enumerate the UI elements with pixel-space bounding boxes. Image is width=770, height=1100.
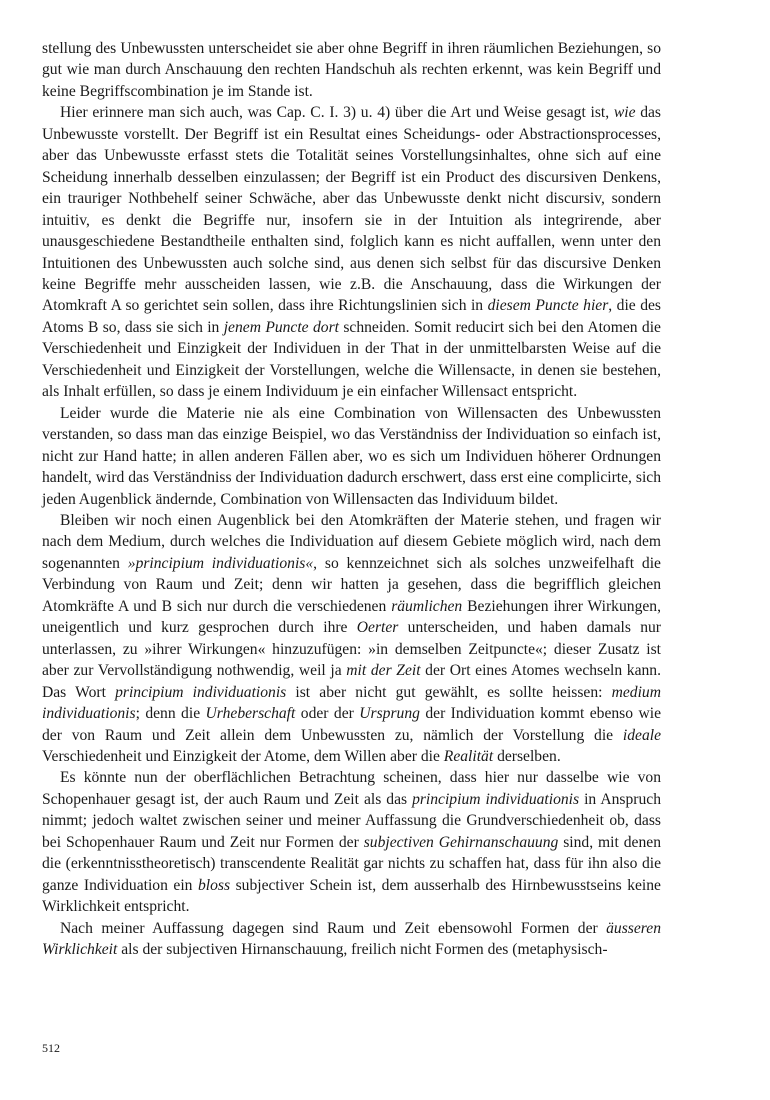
italic-run: mit der Zeit xyxy=(346,662,421,680)
paragraph xyxy=(42,403,661,510)
text-run: Verschiedenheit und Einzigkeit der Atome, dem Willen aber die xyxy=(42,747,444,765)
text-run: subjectiver Schein ist, dem ausserhalb des Hirnbewusstseins keine Wirklichkeit entspricht. xyxy=(42,876,661,916)
italic-run: ideale xyxy=(622,726,661,744)
text-run: Bleiben wir noch einen Augenblick bei den Atomkräften der Materie stehen, und fragen wir nach dem Medium, durch welches die Individuation auf diesem Gebiete möglich wird, nach dem sogenannten xyxy=(42,511,661,572)
text-run: derselben. xyxy=(493,747,561,765)
text-run: der Ort eines Atomes wechseln kann. Das Wort xyxy=(42,662,662,701)
italic-run: subjectiven Gehirnanschauung xyxy=(363,833,559,851)
text-run: Nach meiner Auffassung dagegen sind Raum und Zeit ebensowohl Formen der xyxy=(60,919,607,937)
paragraph xyxy=(42,767,661,917)
text-run: schneiden. Somit reducirt sich bei den Atomen die Verschiedenheit und Einzigkeit der Individuen in der That in der unmittelbarsten Weise auf die Verschiedenheit und Einzigkeit der Vorstellungen, welche die Willensacte, in denen sie bestehen, als Inhalt erfüllen, so dass je einem Individuum je ein einfacher Willensact entspricht. xyxy=(42,318,661,401)
text-run: der Individuation kommt ebenso wie der von Raum und Zeit allein dem Unbewussten zu, nämlich der Vorstellung die xyxy=(42,705,661,744)
italic-run: wie xyxy=(613,104,636,122)
text-run: Es könnte nun der oberflächlichen Betrachtung scheinen, dass hier nur dasselbe wie von Schopenhauer gesagt ist, der auch Raum und Zeit als das xyxy=(42,769,661,808)
text-run: Beziehungen ihrer Wirkungen, uneigentlich und kurz gesprochen durch ihre xyxy=(42,597,661,637)
italic-run: medium individuationis xyxy=(42,683,661,723)
text-run: sind, mit denen die (erkenntnisstheoretisch) transcendente Realität gar nichts zu schaffen hat, dass für ihn also die ganze Individuation ein xyxy=(42,833,661,894)
italic-run: jenem Puncte dort xyxy=(223,318,339,336)
text-run: als der subjectiven Hirnanschauung, freilich nicht Formen des (metaphysisch- xyxy=(117,941,608,959)
italic-run: principium individuationis xyxy=(412,790,580,808)
page-number: 512 xyxy=(42,1041,60,1055)
italic-run: Realität xyxy=(443,747,494,765)
text-run: das Unbewusste vorstellt. Der Begriff ist ein Resultat eines Scheidungs- oder Abstractionsprocesses, aber das Unbewusste erfasst stets die Totalität seines Vorstellungsinhaltes, ohne sich auf eine Scheidung innerhalb desselben einzulassen; der Begriff ist ein Product des discursiven Denkens, ein trauriger Nothbehelf seiner Schwäche, aber das Unbewusste denkt nicht discursiv, sondern intuitiv, es denkt die Begriffe nur, insofern sie in der Intuition als integrirende, aber unausgeschiedene Bestandtheile enthalten sind, folglich kann es nicht auffallen, wenn unter den Intuitionen des Unbewussten auch solche sind, aus denen sich selbst für das discursive Denken keine Begriffe mehr ausscheiden lassen, wie z.B. die Anschauung, dass die Wirkungen der Atomkraft A so gerichtet sein sollen, dass ihre Richtungslinien sich in xyxy=(42,104,661,315)
paragraph xyxy=(42,102,661,402)
text-run: unterscheiden, und haben damals nur unterlassen, zu »ihrer Wirkungen« hinzuzufügen: »in demselben Zeitpuncte«; dieser Zusatz ist aber zur Vervollständigung nothwendig, weil ja xyxy=(42,619,661,680)
text-run: , so kennzeichnet sich als solches unzweifelhaft die Verbindung von Raum und Zeit; denn wir hatten ja gesehen, dass die begrifflich gleichen Atomkräfte A und B sich nur durch die verschiedenen xyxy=(42,554,661,615)
italic-run: Ursprung xyxy=(359,705,420,723)
italic-run: diesem Puncte hier xyxy=(487,297,609,315)
text-run: in Anspruch nimmt; jedoch waltet zwischen seiner und meiner Auffassung die Grundverschiedenheit ob, dass bei Schopenhauer Raum und Zeit nur Formen der xyxy=(42,790,661,851)
text-run: , die des Atoms B so, dass sie sich in xyxy=(42,297,661,336)
text-run: oder der xyxy=(295,705,360,723)
paragraph xyxy=(42,38,661,102)
italic-run: principium individuationis xyxy=(115,683,287,701)
paragraph xyxy=(42,918,661,961)
text-run: Hier erinnere man sich auch, was Cap. C. I. 3) u. 4) über die Art und Weise gesagt ist, xyxy=(60,104,614,122)
italic-run: äusseren Wirklichkeit xyxy=(42,919,661,959)
page-body xyxy=(42,38,661,960)
italic-run: räumlichen xyxy=(391,597,463,615)
italic-run: Urheberschaft xyxy=(205,705,296,723)
italic-run: bloss xyxy=(198,876,231,894)
text-run: Leider wurde die Materie nie als eine Combination von Willensacten des Unbewussten verstanden, so dass man das einzige Beispiel, wo das Verständniss der Individuation so einfach ist, nicht zur Hand hatte; in allen anderen Fällen aber, wo es sich um Individuen höherer Ordnungen handelt, wird das Verständniss der Individuation dadurch erschwert, dass erst eine complicirte, sich jeden Augenblick ändernde, Combination von Willensacten das Individuum bildet. xyxy=(42,404,661,508)
italic-run: »principium individuationis« xyxy=(127,554,314,572)
italic-run: Oerter xyxy=(356,619,399,637)
text-run: stellung des Unbewussten unterscheidet sie aber ohne Begriff in ihren räumlichen Beziehungen, so gut wie man durch Anschauung den rechten Handschuh als rechten erkennt, was kein Begriff und keine Begriffscombination je im Stande ist. xyxy=(42,40,661,100)
paragraph xyxy=(42,510,661,767)
text-run: ist aber nicht gut gewählt, es sollte heissen: xyxy=(286,683,612,701)
text-run: ; denn die xyxy=(135,705,206,723)
